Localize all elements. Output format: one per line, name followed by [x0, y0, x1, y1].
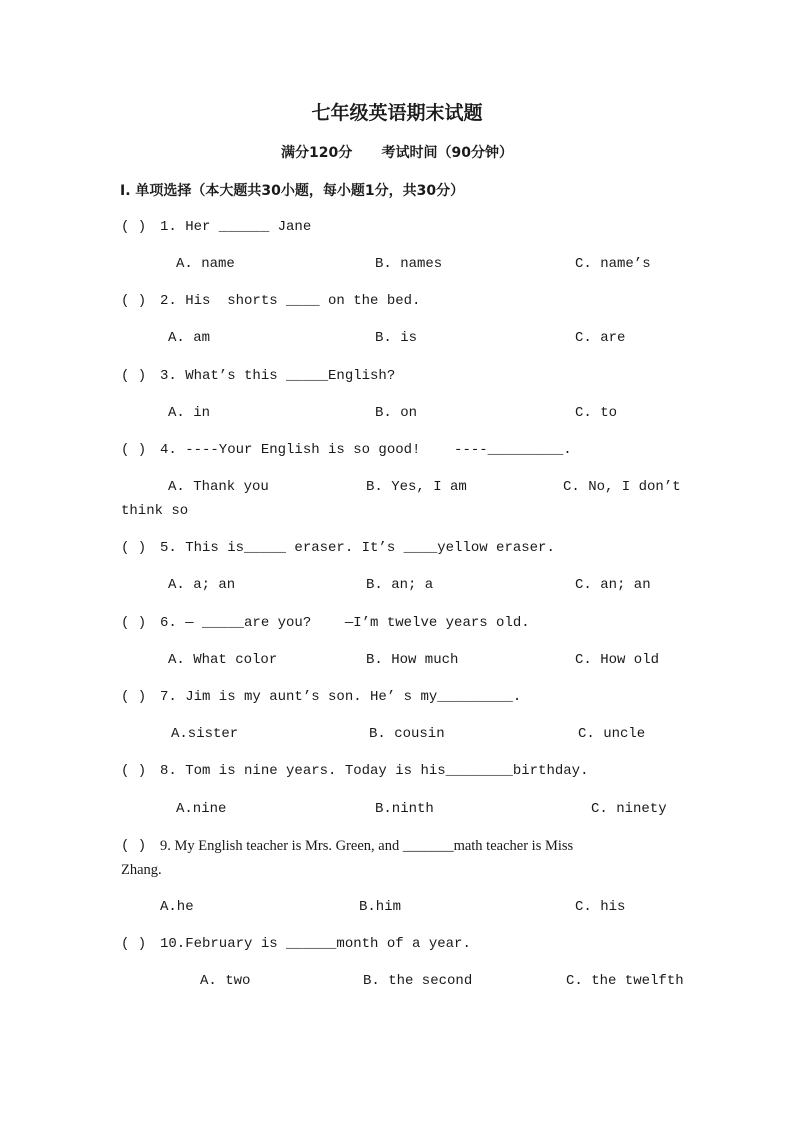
option-c: C. How old — [575, 652, 660, 668]
option-c: C. the twelfth — [566, 973, 684, 989]
question-stem: 7. Jim is my aunt’s son. He’ s my_________. — [160, 689, 522, 705]
option-a: A.he — [160, 899, 194, 915]
option-a: A. Thank you — [168, 479, 269, 495]
option-c: C. to — [575, 405, 618, 421]
exam-subtitle: 满分120分 考试时间（90分钟） — [281, 145, 513, 161]
option-a: A. two — [200, 973, 251, 989]
answer-paren[interactable]: ( ) — [121, 540, 147, 556]
answer-paren[interactable]: ( ) — [121, 293, 147, 309]
exam-title: 七年级英语期末试题 — [311, 102, 483, 124]
option-b: B. cousin — [369, 726, 445, 742]
option-a: A.sister — [171, 726, 239, 742]
option-c: C. uncle — [578, 726, 646, 742]
option-b: B. Yes, I am — [366, 479, 467, 495]
option-c: C. his — [575, 899, 626, 915]
question-stem: 2. His shorts ____ on the bed. — [160, 293, 421, 309]
option-b: B. is — [375, 330, 418, 346]
option-c: C. ninety — [591, 801, 667, 817]
option-a: A. What color — [168, 652, 278, 668]
question-stem: 1. Her ______ Jane — [160, 219, 312, 235]
option-c: C. are — [575, 330, 626, 346]
option-b: B. an; a — [366, 577, 434, 593]
question-stem: 5. This is_____ eraser. It’s ____yellow eraser. — [160, 540, 555, 556]
question-stem: 10.February is ______month of a year. — [160, 936, 471, 952]
section-heading: Ⅰ. 单项选择（本大题共30小题，每小题1分，共30分） — [120, 183, 465, 199]
answer-paren[interactable]: ( ) — [121, 442, 147, 458]
answer-paren[interactable]: ( ) — [121, 936, 147, 952]
option-c-continuation: think so — [121, 503, 189, 519]
question-stem-continuation: Zhang. — [121, 862, 162, 878]
option-b: B. names — [375, 256, 443, 272]
option-c: C. name’s — [575, 256, 651, 272]
answer-paren[interactable]: ( ) — [121, 763, 147, 779]
answer-paren[interactable]: ( ) — [121, 689, 147, 705]
question-stem: 8. Tom is nine years. Today is his________birthday. — [160, 763, 589, 779]
answer-paren[interactable]: ( ) — [121, 615, 147, 631]
answer-paren[interactable]: ( ) — [121, 838, 147, 854]
option-b: B. How much — [366, 652, 459, 668]
option-b: B.ninth — [375, 801, 434, 817]
option-a: A.nine — [176, 801, 227, 817]
answer-paren[interactable]: ( ) — [121, 368, 147, 384]
option-a: A. in — [168, 405, 211, 421]
option-b: B.him — [359, 899, 402, 915]
option-a: A. name — [176, 256, 235, 272]
option-a: A. a; an — [168, 577, 236, 593]
question-stem: 9. My English teacher is Mrs. Green, and _______math teacher is Miss — [160, 838, 574, 854]
answer-paren[interactable]: ( ) — [121, 219, 147, 235]
option-b: B. on — [375, 405, 418, 421]
option-c: C. No, I don’t — [563, 479, 681, 495]
option-b: B. the second — [363, 973, 473, 989]
question-stem: 3. What’s this _____English? — [160, 368, 396, 384]
option-c: C. an; an — [575, 577, 651, 593]
option-a: A. am — [168, 330, 211, 346]
question-stem: 6. — _____are you? —I’m twelve years old. — [160, 615, 530, 631]
question-stem: 4. ----Your English is so good! ----_________. — [160, 442, 572, 458]
